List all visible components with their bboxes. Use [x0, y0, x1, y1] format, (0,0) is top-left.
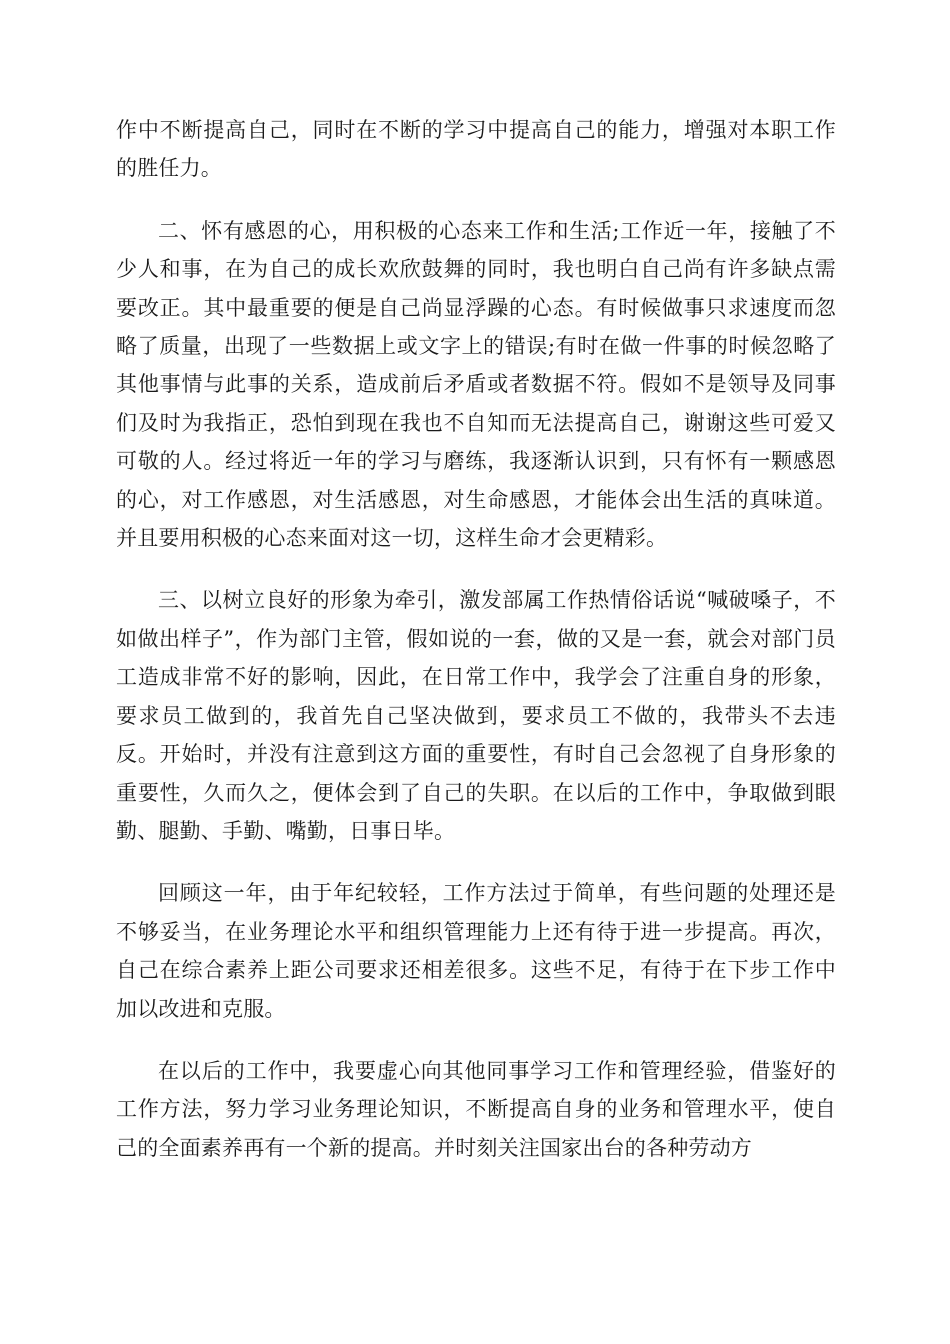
document-body [116, 111, 836, 1191]
paragraph-gratitude: 二、怀有感恩的心，用积极的心态来工作和生活;工作近一年，接触了不少人和事，在为自己的成长欢欣鼓舞的同时，我也明白自己尚有许多缺点需要改正。其中最重要的便是自己尚显浮躁的心态。有时候做事只求速度而忽略了质量，出现了一些数据上或文字上的错误;有时在做一件事的时候忽略了其他事情与此事的关系，造成前后矛盾或者数据不符。假如不是领导及同事们及时为我指正，恐怕到现在我也不自知而无法提高自己，谢谢这些可爱又可敬的人。经过将近一年的学习与磨练，我逐渐认识到，只有怀有一颗感恩的心，对工作感恩，对生活感恩，对生命感恩，才能体会出生活的真味道。并且要用积极的心态来面对这一切，这样生命才会更精彩。 [116, 218, 836, 551]
paragraph-image: 三、以树立良好的形象为牵引，激发部属工作热情俗话说“喊破嗓子，不如做出样子”，作为部门主管，假如说的一套，做的又是一套，就会对部门员工造成非常不好的影响，因此，在日常工作中，我学会了注重自身的形象，要求员工做到的，我首先自己坚决做到，要求员工不做的，我带头不去违反。开始时，并没有注意到这方面的重要性，有时自己会忽视了自身形象的重要性，久而久之，便体会到了自己的失职。在以后的工作中，争取做到眼勤、腿勤、手勤、嘴勤，日事日毕。 [116, 588, 836, 843]
paragraph-review: 回顾这一年，由于年纪较轻，工作方法过于简单，有些问题的处理还是不够妥当，在业务理论水平和组织管理能力上还有待于进一步提高。再次，自己在综合素养上距公司要求还相差很多。这些不足，有待于在下步工作中加以改进和克服。 [116, 881, 836, 1021]
paragraph-future: 在以后的工作中，我要虚心向其他同事学习工作和管理经验，借鉴好的工作方法，努力学习业务理论知识，不断提高自身的业务和管理水平，使自己的全面素养再有一个新的提高。并时刻关注国家出台的各种劳动方 [116, 1058, 836, 1160]
paragraph-continuation: 作中不断提高自己，同时在不断的学习中提高自己的能力，增强对本职工作的胜任力。 [116, 118, 836, 181]
